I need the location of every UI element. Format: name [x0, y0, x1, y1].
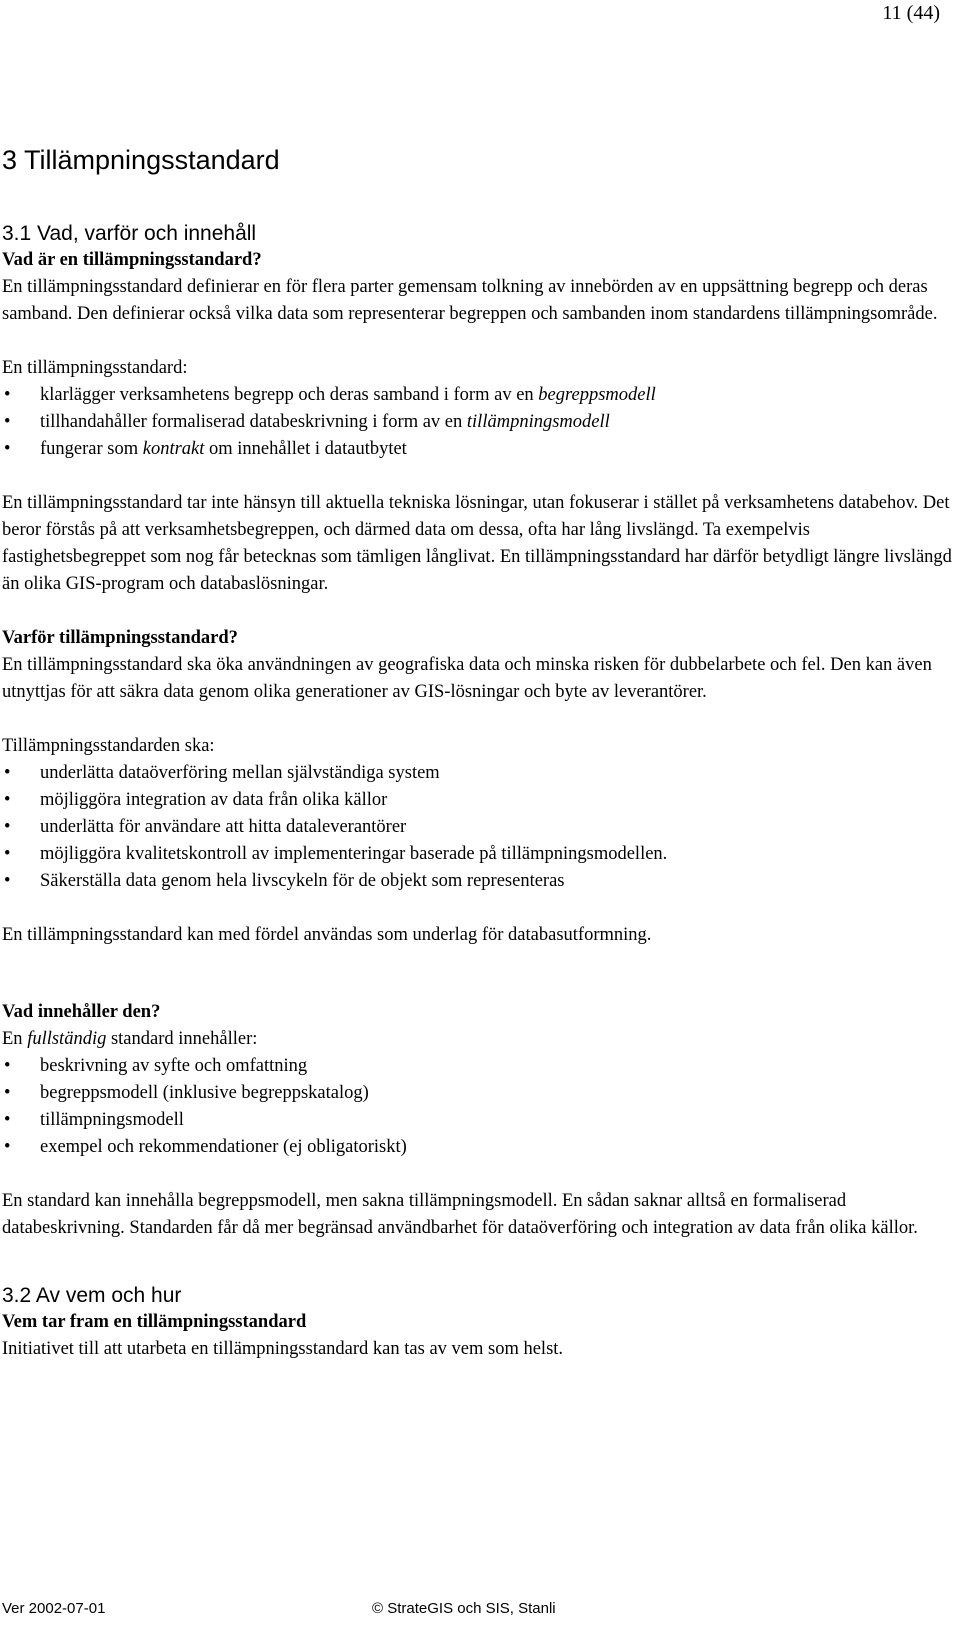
- footer-copyright: © StrateGIS och SIS, Stanli: [372, 1600, 556, 1617]
- bullet-icon: •: [4, 412, 11, 432]
- intro-emphasis: fullständig: [27, 1029, 107, 1049]
- list-item-text: underlätta för användare att hitta dataleverantörer: [40, 817, 407, 837]
- paragraph-purpose: En tillämpningsstandard ska öka användningen av geografiska data och minska risken för dubbelarbete och fel. Den kan även utnyttjas för att säkra data genom olika generationer av GIS-lösningar och byte av leverantörer.: [2, 655, 932, 702]
- list-intro-standard: En tillämpningsstandard:: [2, 358, 188, 378]
- paragraph-partial-standard: En standard kan innehålla begreppsmodell, men sakna tillämpningsmodell. En sådan saknar alltså en formaliserad databeskrivning. Standarden får då mer begränsad användbarhet för dataöverföring och integration av data från olika källor.: [2, 1191, 918, 1238]
- list-item-emphasis: tillämpningsmodell: [466, 412, 610, 432]
- bullet-icon: •: [4, 871, 11, 891]
- bullet-icon: •: [4, 790, 11, 810]
- list-item-text: möjliggöra kvalitetskontroll av implementeringar baserade på tillämpningsmodellen.: [40, 844, 668, 864]
- list-intro-goals: Tillämpningsstandarden ska:: [2, 736, 215, 756]
- paragraph-database-design: En tillämpningsstandard kan med fördel användas som underlag för databasutformning.: [2, 925, 652, 945]
- paragraph-initiative: Initiativet till att utarbeta en tillämpningsstandard kan tas av vem som helst.: [2, 1339, 564, 1359]
- list-item: [2, 1107, 952, 1134]
- bullet-icon: •: [4, 1056, 11, 1076]
- list-contents: [2, 1053, 952, 1161]
- bullet-icon: •: [4, 763, 11, 783]
- list-item-text-tail: om innehållet i datautbytet: [204, 439, 407, 459]
- list-item-text: begreppsmodell (inklusive begreppskatalog): [40, 1083, 369, 1103]
- list-item: [2, 1053, 952, 1080]
- list-item: [2, 1080, 952, 1107]
- paragraph-definition: En tillämpningsstandard definierar en för flera parter gemensam tolkning av innebörden av en uppsättning begrepp och deras samband. Den definierar också vilka data som representerar begreppen och sambanden inom standardens tillämpningsområde.: [2, 277, 938, 324]
- list-item-text: tillhandahåller formaliserad databeskrivning i form av en: [40, 412, 467, 432]
- footer-version: Ver 2002-07-01: [2, 1600, 106, 1617]
- list-item: [2, 868, 952, 895]
- section-heading-3-1: 3.1 Vad, varför och innehåll: [2, 222, 257, 245]
- list-item-emphasis: kontrakt: [142, 439, 205, 459]
- list-item: [2, 436, 952, 463]
- list-item: [2, 409, 952, 436]
- document-body: [2, 140, 952, 1363]
- list-item: [2, 841, 952, 868]
- list-item-text: tillämpningsmodell: [40, 1110, 184, 1130]
- list-item-text: exempel och rekommendationer (ej obligatoriskt): [40, 1137, 407, 1157]
- list-item-text: underlätta dataöverföring mellan självständiga system: [40, 763, 440, 783]
- list-intro-contents: [2, 1026, 952, 1053]
- list-item: [2, 787, 952, 814]
- intro-text-tail: standard innehåller:: [106, 1029, 258, 1049]
- bullet-icon: •: [4, 1110, 11, 1130]
- bullet-icon: •: [4, 385, 11, 405]
- list-item-text: möjliggöra integration av data från olika källor: [40, 790, 388, 810]
- question-contents: Vad innehåller den?: [2, 1002, 161, 1022]
- section-heading-3-2: 3.2 Av vem och hur: [2, 1284, 182, 1307]
- list-item: [2, 1134, 952, 1161]
- list-standard-properties: [2, 382, 952, 463]
- question-who: Vem tar fram en tillämpningsstandard: [2, 1312, 307, 1332]
- chapter-heading: 3 Tillämpningsstandard: [2, 145, 280, 175]
- bullet-icon: •: [4, 439, 11, 459]
- bullet-icon: •: [4, 817, 11, 837]
- list-item-text: beskrivning av syfte och omfattning: [40, 1056, 308, 1076]
- bullet-icon: •: [4, 1083, 11, 1103]
- bullet-icon: •: [4, 844, 11, 864]
- page-number: 11 (44): [882, 2, 940, 24]
- list-goals: [2, 760, 952, 895]
- list-item-text: fungerar som: [40, 439, 143, 459]
- bullet-icon: •: [4, 1137, 11, 1157]
- intro-text: En: [2, 1029, 28, 1049]
- list-item-emphasis: begreppsmodell: [538, 385, 656, 405]
- list-item-text: klarlägger verksamhetens begrepp och deras samband i form av en: [40, 385, 539, 405]
- list-item-text: Säkerställa data genom hela livscykeln för de objekt som representeras: [40, 871, 565, 891]
- question-what: Vad är en tillämpningsstandard?: [2, 250, 262, 270]
- list-item: [2, 760, 952, 787]
- list-item: [2, 382, 952, 409]
- question-why: Varför tillämpningsstandard?: [2, 628, 238, 648]
- paragraph-longevity: En tillämpningsstandard tar inte hänsyn till aktuella tekniska lösningar, utan fokuserar i stället på verksamhetens databehov. Det beror förstås på att verksamhetsbegreppen, och därmed data om dessa, ofta har lång livslängd. Ta exempelvis fastighetsbegreppet som nog får betecknas som tämligen långlivat. En tillämpningsstandard har därför betydligt längre livslängd än olika GIS-program och databaslösningar.: [2, 493, 952, 594]
- list-item: [2, 814, 952, 841]
